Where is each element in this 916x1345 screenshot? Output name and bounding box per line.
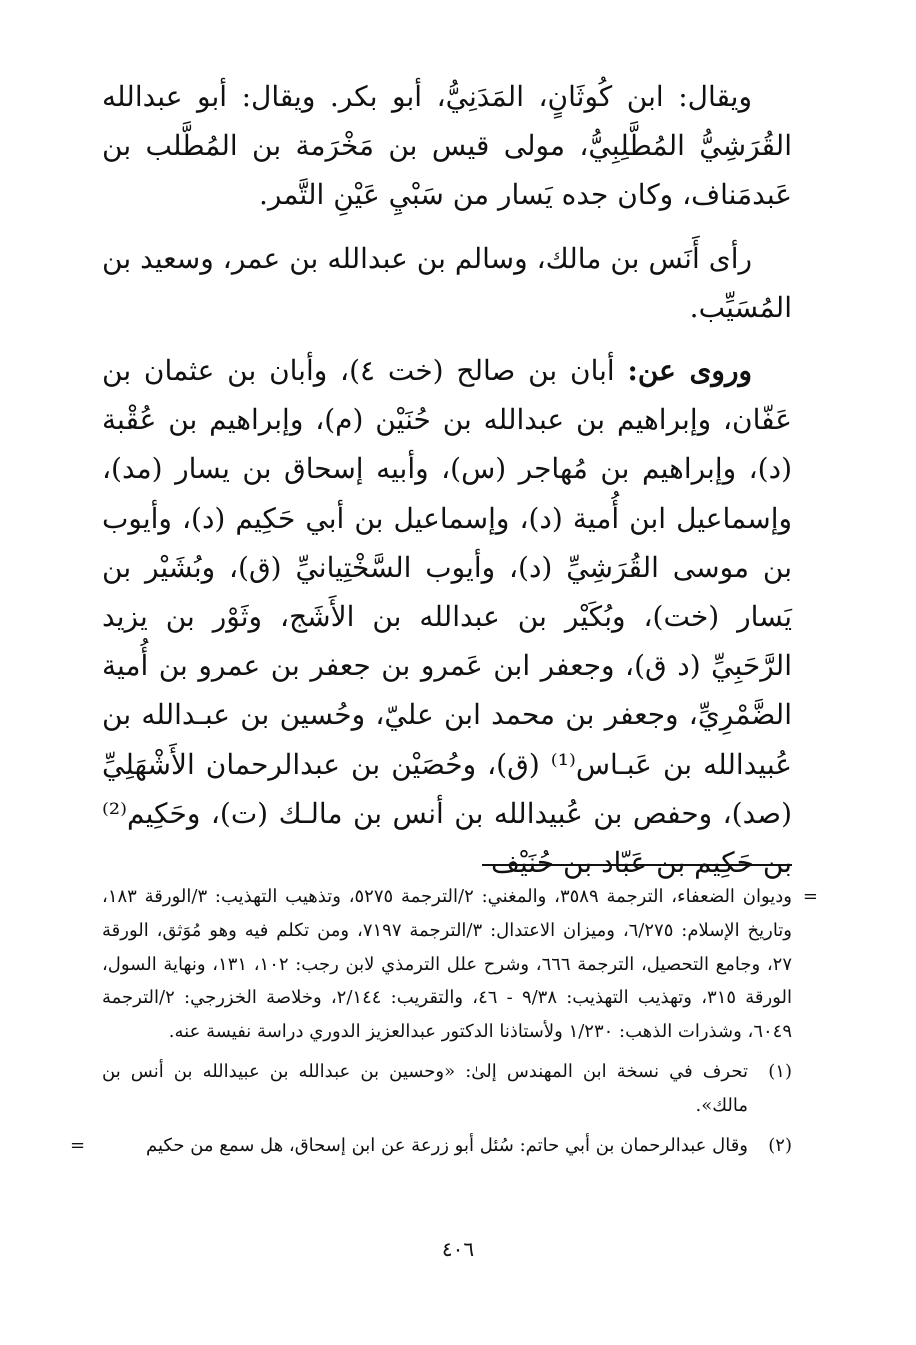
footnote-1	[102, 1055, 792, 1123]
footnote-text: تحرف في نسخة ابن المهندس إلىٰ: «وحسين بن عبدالله بن عبيدالله بن أنس بن مالك».	[102, 1060, 748, 1116]
footnote-text: وقال عبدالرحمان بن أبي حاتم: سُئل أبو زرعة عن ابن إسحاق، هل سمع من حكيم	[146, 1134, 748, 1156]
main-text	[102, 72, 792, 887]
footnote-2	[70, 1129, 792, 1163]
continuation-mark: =	[802, 886, 818, 907]
paragraph-3	[102, 346, 792, 887]
continuation-end-mark: =	[70, 1134, 86, 1156]
paragraph-3-lead: وروى عن:	[627, 354, 752, 388]
paragraph-2: رأى أَنَس بن مالك، وسالم بن عبدالله بن عمر، وسعيد بن المُسَيِّب.	[102, 241, 792, 324]
footnote-number: (١)	[768, 1060, 792, 1082]
paragraph-3-body: أبان بن صالح (خت ٤)، وأبان بن عثمان بن عَفّان، وإبراهيم بن عبدالله بن حُنَيْن (م)، وإبراهيم بن عُقْبة (د)، وإبراهيم بن مُهاجر (س)، وأبيه إسحاق بن يسار (مد)، وإسماعيل ابن أُمية (د)، وإسماعيل بن أبي حَكِيم (د)، وأيوب بن موسى القُرَشِيِّ (د)، وأيوب السَّخْتِيانيِّ (ق)، وبُشَيْر بن يَسار (خت)، وبُكَيْر بن عبدالله بن الأَشَج، وثَوْر بن يزيد الرَّحَبِيِّ (د ق)، وجعفر ابن عَمرو بن جعفر بن عمرو بن أُمية الضَّمْرِيِّ، وجعفر بن محمد ابن عليّ، وحُسين بن عبـدالله بن عُبيدالله بن عَبـاس⁽¹⁾ (ق)، وحُصَيْن بن عبدالرحمان الأَشْهَلِيِّ (صد)، وحفص بن عُبيدالله بن أنس بن مالـك (ت)، وحَكِيم⁽²⁾ بن حَكِيم بن عَبّاد بن حُنَيْف	[102, 354, 793, 880]
footnote-number: (٢)	[768, 1134, 792, 1156]
paragraph-1: ويقال: ابن كُوثَانٍ، المَدَنِيُّ، أبو بكر. ويقال: أبو عبدالله القُرَشِيُّ المُطَّلِبِيُّ، مولى قيس بن مَخْرَمة بن المُطَّلب بن عَبدمَناف، وكان جده يَسار من سَبْيِ عَيْنِ التَّمر.	[102, 80, 792, 212]
footnote-continuation-text: وديوان الضعفاء، الترجمة ٣٥٨٩، والمغني: ٢/الترجمة ٥٢٧٥، وتذهيب التهذيب: ٣/الورقة ١٨٣، وتاريخ الإسلام: ٦/٢٧٥، وميزان الاعتدال: ٣/الترجمة ٧١٩٧، ومن تكلم فيه وهو مُوَثق، الورقة ٢٧، وجامع التحصيل، الترجمة ٦٦٦، وشرح علل الترمذي لابن رجب: ١٠٢، ١٣١، ونهاية السول، الورقة ٣١٥، وتهذيب التهذيب: ٩/٣٨ - ٤٦، والتقريب: ٢/١٤٤، وخلاصة الخزرجي: ٢/الترجمة ٦٠٤٩، وشذرات الذهب: ١/٢٣٠ ولأستاذنا الدكتور عبدالعزيز الدوري دراسة نفيسة عنه.	[102, 886, 793, 1043]
footnote-continuation	[102, 880, 818, 1049]
page-number: ٤٠٦	[441, 1237, 475, 1261]
footnote-divider	[482, 864, 792, 866]
footnotes	[70, 880, 818, 1162]
